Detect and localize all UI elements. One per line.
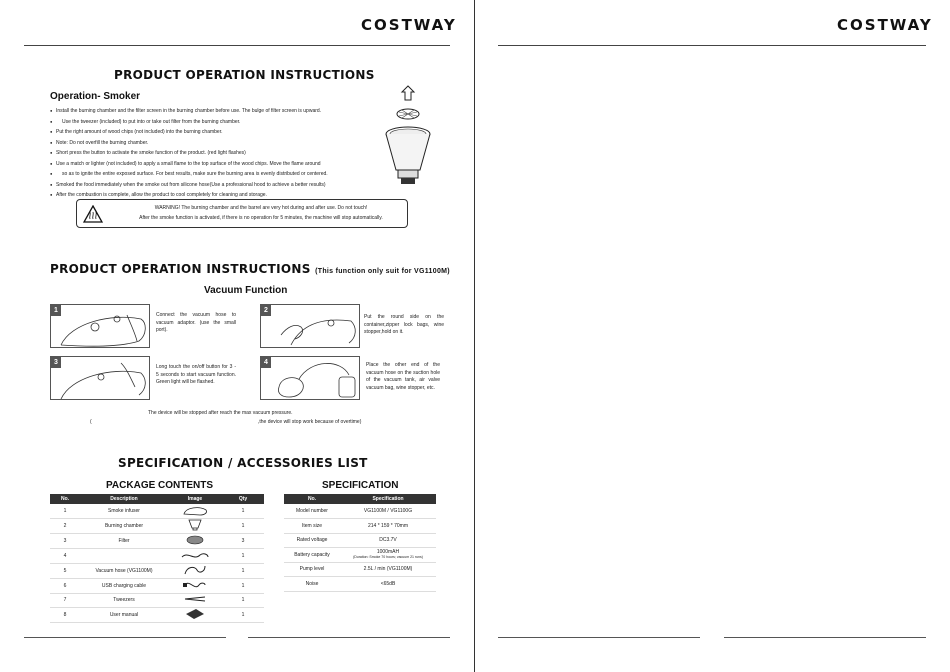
cell-image <box>168 578 222 593</box>
warning-line-2: After the smoke function is activated, if there is no operation for 5 minutes, the machine will stop automatically. <box>139 215 383 221</box>
table-row <box>284 562 436 577</box>
header-rule <box>498 45 926 46</box>
step-3-image <box>50 356 150 400</box>
spec-name: Rated voltage <box>284 533 340 548</box>
spec-title: SPECIFICATION <box>322 480 399 491</box>
specification-table <box>284 494 436 592</box>
step-number: 1 <box>51 305 61 316</box>
spec-value-sub: (Duration: Smoke 70 hours; vacuum 21 runs) <box>353 554 423 559</box>
package-header-row <box>50 494 264 504</box>
table-row <box>50 563 264 578</box>
spec-name: Noise <box>284 577 340 592</box>
cell-no: 3 <box>50 534 80 549</box>
cell-image <box>168 563 222 578</box>
cell-image <box>168 548 222 563</box>
cell-no: 8 <box>50 608 80 623</box>
step-4-text: Place the other end of the vacuum hose on the suction hole of the vacuum tank, air valve vacuum bag, wine stopper, etc. <box>366 362 440 391</box>
col-header: Specification <box>340 494 436 504</box>
warning-text <box>117 203 405 223</box>
col-header: Qty <box>222 494 264 504</box>
instruction-item: ● so as to ignite the entire exposed surface. For best results, make sure the burning area is evenly distributed or centered. <box>50 169 380 180</box>
table-row <box>50 504 264 519</box>
cell-qty: 1 <box>222 593 264 608</box>
instruction-item: ● After the combustion is complete, allow the product to cool completely for cleaning and storage. <box>50 190 380 201</box>
tweezers-icon <box>183 594 207 604</box>
col-header: Description <box>80 494 168 504</box>
user-manual-icon <box>184 608 206 620</box>
section2-title <box>50 262 450 276</box>
section3-title: SPECIFICATION / ACCESSORIES LIST <box>118 456 368 470</box>
instruction-item: ● Use a match or lighter (not included) to apply a small flame to the top surface of the wood chips. Move the flame around <box>50 159 380 170</box>
section1-subtitle: Operation- Smoker <box>50 91 141 102</box>
cell-desc: Tweezers <box>80 593 168 608</box>
cell-no: 5 <box>50 563 80 578</box>
table-row <box>284 504 436 519</box>
usb-cable-icon <box>183 579 207 591</box>
instruction-item: ● Note: Do not overfill the burning chamber. <box>50 138 380 149</box>
spec-name: Model number <box>284 504 340 519</box>
step-1-text: Connect the vacuum hose to vacuum adaptor. (use the small port). <box>156 312 236 333</box>
col-header: No. <box>50 494 80 504</box>
instruction-item: ● Install the burning chamber and the filter screen in the burning chamber before use. The bulge of filter screen is upward. <box>50 106 380 117</box>
warning-box <box>76 199 408 228</box>
brand-logo: COSTWAY <box>361 16 457 34</box>
vacuum-note-1: The device will be stopped after reach the max vacuum pressure. <box>148 410 293 416</box>
section2-subtitle: Vacuum Function <box>204 285 288 296</box>
section2-title-note: (This function only suit for VG1100M) <box>315 268 450 275</box>
spec-value: <65dB <box>340 577 436 592</box>
instruction-item: ● Smoked the food immediately when the smoke out from silicone hose(Use a professional hood to achieve a better results) <box>50 180 380 191</box>
step-3-text: Long touch the on/off button for 3 - 5 seconds to start vacuum function. Green light will be flashed. <box>156 364 236 385</box>
left-page <box>0 0 474 672</box>
cell-image <box>168 608 222 623</box>
brand-logo: COSTWAY <box>837 16 933 34</box>
warning-line-1: WARNING! The burning chamber and the barrel are very hot during and after use. Do not touch! <box>154 205 368 211</box>
instruction-item: ● Short press the button to activate the smoke function of the product. (red light flashes) <box>50 148 380 159</box>
cell-no: 7 <box>50 593 80 608</box>
section2-title-text: PRODUCT OPERATION INSTRUCTIONS <box>50 262 311 276</box>
cell-desc: USB charging cable <box>80 578 168 593</box>
instruction-item: ● Put the right amount of wood chips (not included) into the burning chamber. <box>50 127 380 138</box>
table-row <box>284 548 436 563</box>
page-divider <box>474 0 475 672</box>
spec-name: Pump level <box>284 562 340 577</box>
hot-surface-warning-icon <box>83 205 103 223</box>
cell-qty: 1 <box>222 519 264 534</box>
table-row <box>284 533 436 548</box>
step-1-image <box>50 304 150 348</box>
section1-title: PRODUCT OPERATION INSTRUCTIONS <box>114 68 375 82</box>
col-header: No. <box>284 494 340 504</box>
cell-desc: User manual <box>80 608 168 623</box>
footer-rule-left <box>24 637 226 638</box>
cell-image <box>168 504 222 519</box>
cell-desc <box>80 548 168 563</box>
cell-image <box>168 519 222 534</box>
filter-screen-icon <box>186 535 204 545</box>
footer-rule-right <box>724 637 926 638</box>
table-row <box>50 534 264 549</box>
spec-name: Battery capacity <box>284 548 340 563</box>
spec-value: VG1100M / VG1100G <box>340 504 436 519</box>
table-row <box>50 593 264 608</box>
cell-qty: 1 <box>222 504 264 519</box>
burning-chamber-illustration <box>378 84 438 192</box>
table-row <box>284 577 436 592</box>
press-button-illustration <box>51 357 150 400</box>
spec-value-main: 1000mAH <box>376 548 400 555</box>
step-2-image <box>260 304 360 348</box>
cell-desc: Smoke infuser <box>80 504 168 519</box>
cell-qty: 3 <box>222 534 264 549</box>
hand-holding-hose-illustration <box>261 305 360 348</box>
vacuum-container-illustration <box>261 357 360 400</box>
cell-no: 4 <box>50 548 80 563</box>
cell-qty: 1 <box>222 548 264 563</box>
table-row <box>50 608 264 623</box>
vacuum-hose-icon <box>183 564 207 576</box>
package-title: PACKAGE CONTENTS <box>106 480 214 491</box>
right-page <box>476 0 950 672</box>
cell-image <box>168 534 222 549</box>
cell-desc: Filter <box>80 534 168 549</box>
vacuum-note-2-open: ( <box>90 419 92 425</box>
cell-no: 2 <box>50 519 80 534</box>
spec-name: Item size <box>284 519 340 534</box>
step-2-text: Put the round side on the container,zipper lock bags, wine stopper,hold on it. <box>364 314 444 335</box>
step-number: 4 <box>261 357 271 368</box>
cell-no: 1 <box>50 504 80 519</box>
smoker-hose-illustration <box>51 305 150 348</box>
col-header: Image <box>168 494 222 504</box>
burning-chamber-icon <box>188 519 202 531</box>
spec-value: 214 * 159 * 70mm <box>340 519 436 534</box>
package-contents-table <box>50 494 264 623</box>
spec-value: 2.5L / min (VG1100M) <box>340 562 436 577</box>
step-number: 2 <box>261 305 271 316</box>
footer-rule-right <box>248 637 450 638</box>
header-rule <box>24 45 450 46</box>
footer-rule-left <box>498 637 700 638</box>
cell-qty: 1 <box>222 608 264 623</box>
cell-desc: Burning chamber <box>80 519 168 534</box>
table-row <box>50 519 264 534</box>
smoker-instructions <box>50 106 380 201</box>
step-number: 3 <box>51 357 61 368</box>
spec-value <box>340 548 436 563</box>
cell-no: 6 <box>50 578 80 593</box>
step-4-image <box>260 356 360 400</box>
table-row <box>284 519 436 534</box>
table-row <box>50 578 264 593</box>
cell-qty: 1 <box>222 563 264 578</box>
silicone-hose-icon <box>180 549 210 561</box>
cell-qty: 1 <box>222 578 264 593</box>
smoke-infuser-icon <box>180 504 210 516</box>
vacuum-note-2: ,the device will stop work because of overtime) <box>258 419 362 425</box>
cell-image <box>168 593 222 608</box>
table-row <box>50 548 264 563</box>
spec-header-row <box>284 494 436 504</box>
spec-value: DC3.7V <box>340 533 436 548</box>
instruction-item: ● Use the tweezer (included) to put into or take out filter from the burning chamber. <box>50 117 380 128</box>
cell-desc: Vacuum hose (VG1100M) <box>80 563 168 578</box>
